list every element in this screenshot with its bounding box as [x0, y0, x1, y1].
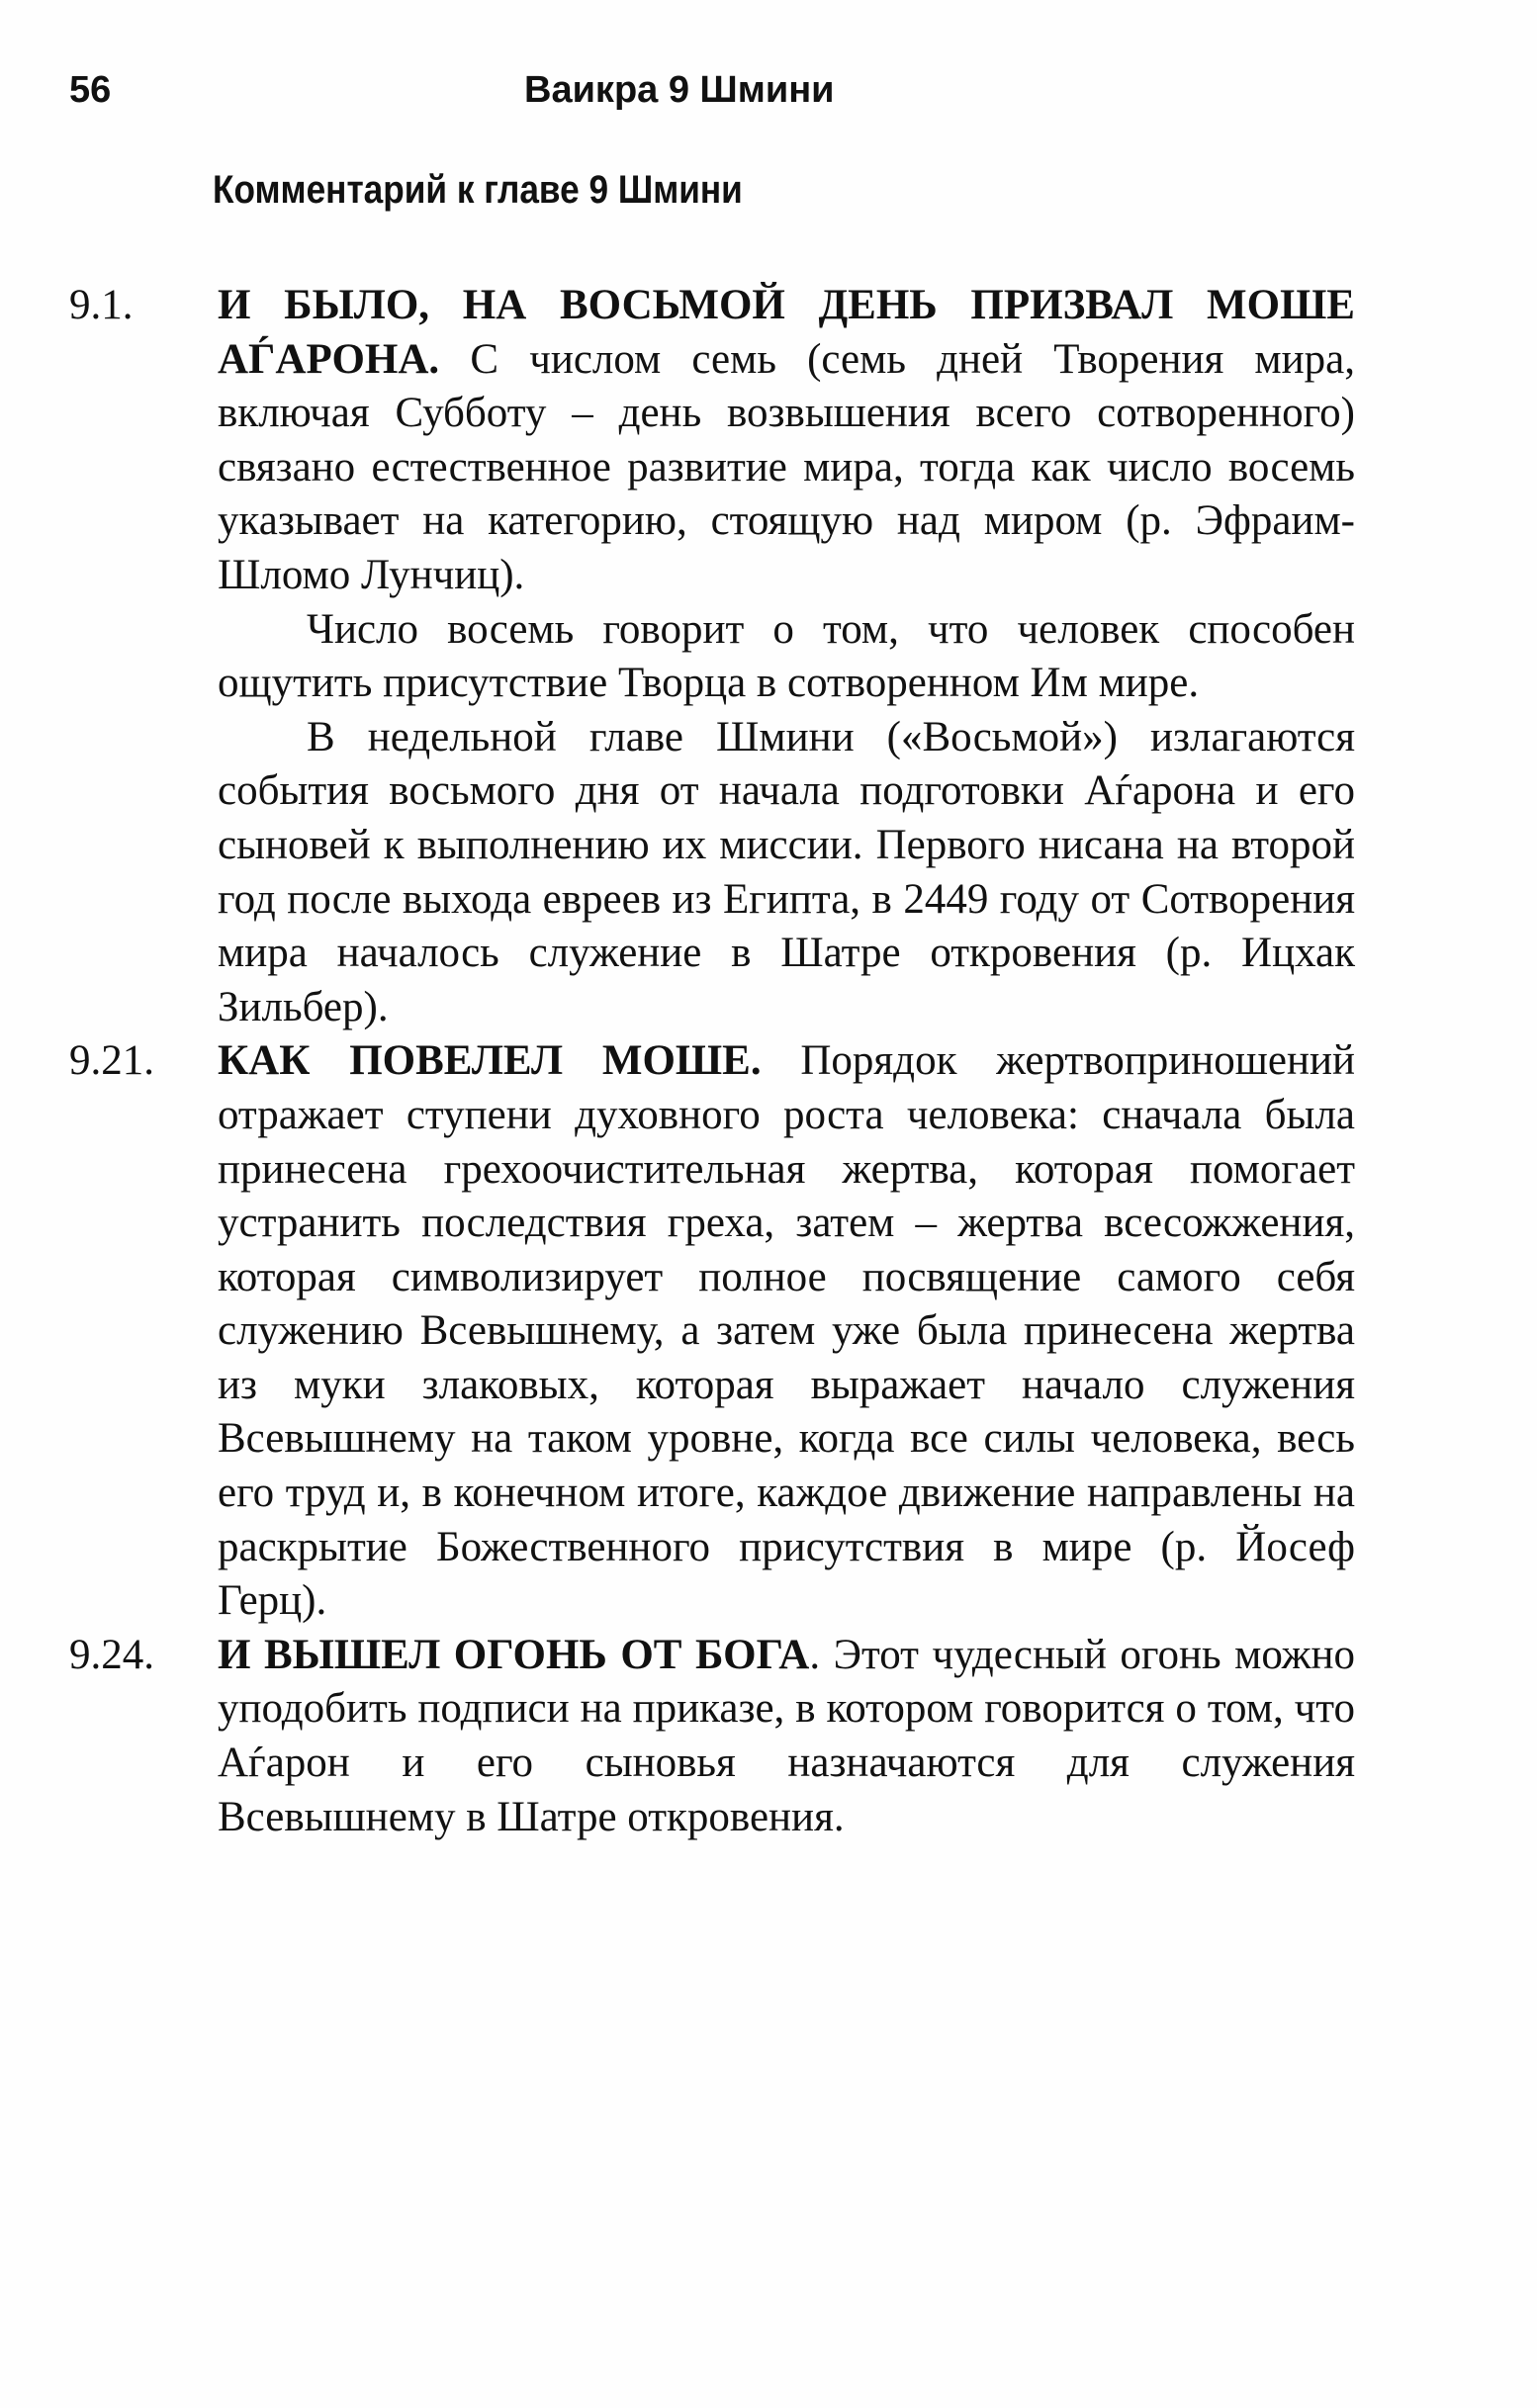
- commentary-entry-9-21: [69, 1034, 1355, 1629]
- commentary-paragraph: В недельной главе Шмини («Восьмой») излагаются события восьмого дня от начала подготовки Аѓарона и его сыновей к выполнению их миссии. Первого нисана на второй год после выхода евреев из Египта, в 2449 году от Сотворения мира началось служение в Шатре откровения (р. Ицхак Зильбер).: [218, 713, 1355, 1030]
- lemma-heading: И БЫЛО, НА ВОСЬМОЙ ДЕНЬ ПРИЗВАЛ МОШЕ АЃАРОНА.: [218, 282, 1355, 383]
- running-head: [69, 69, 1355, 129]
- page-number: 56: [69, 69, 112, 111]
- verse-number: 9.1.: [69, 282, 134, 328]
- section-title: Комментарий к главе 9 Шмини: [213, 168, 743, 212]
- entry-text: [218, 1034, 1355, 1629]
- entry-text: [218, 1629, 1355, 1844]
- lemma-heading: И ВЫШЕЛ ОГОНЬ ОТ БОГА: [218, 1631, 810, 1678]
- entry-text: [218, 279, 1355, 603]
- verse-number: 9.21.: [69, 1037, 154, 1085]
- commentary-text: Порядок жертвоприношений отражает ступени духовного роста человека: сначала была принесена грехоочистительная жертва, которая помогает устранить последствия греха, затем – жертва всесожжения, которая символизирует полное посвящение самого себя служению Всевышнему, а затем уже была принесена жертва из муки злаковых, которая выражает начало служения Всевышнему на таком уровне, когда все силы человека, весь его труд и, в конечном итоге, каждое движение направлены на раскрытие Божественного присутствия в мире (р. Йосеф Герц).: [218, 1037, 1355, 1625]
- commentary-entry-9-24: [69, 1629, 1355, 1844]
- verse-number: 9.24.: [69, 1631, 154, 1678]
- lemma-heading: КАК ПОВЕЛЕЛ МОШЕ.: [218, 1037, 762, 1085]
- commentary-entry-9-1: [69, 279, 1355, 1034]
- running-title: Ваикра 9 Шмини: [524, 69, 835, 111]
- commentary-body: [69, 279, 1355, 1844]
- commentary-paragraph: Число восемь говорит о том, что человек способен ощутить присутствие Творца в сотворенном Им мире.: [218, 605, 1355, 707]
- commentary-text: С числом семь (семь дней Творения мира, включая Субботу – день возвышения всего сотворенного) связано естественное развитие мира, тогда как число восемь указывает на категорию, стоящую над миром (р. Эфраим-Шломо Лунчиц).: [218, 335, 1355, 598]
- commentary-text: . Этот чудесный огонь можно уподобить подписи на приказе, в котором говорится о том, что Аѓарон и его сыновья назначаются для служения Всевышнему в Шатре откровения.: [218, 1631, 1355, 1840]
